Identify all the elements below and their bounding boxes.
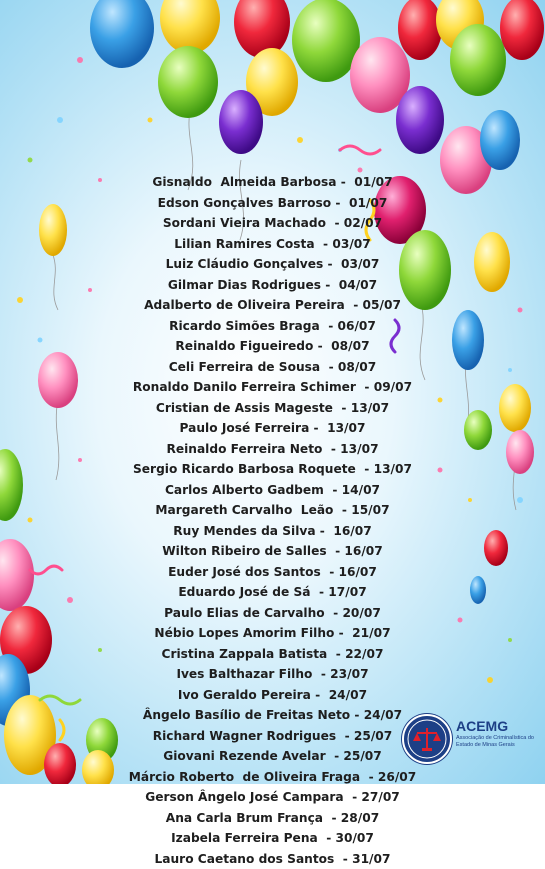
birthday-entry: Ana Carla Brum França - 28/07 (0, 808, 545, 829)
birthday-entry: Márcio Roberto de Oliveira Fraga - 26/07 (0, 767, 545, 788)
scales-of-justice-icon (402, 714, 452, 764)
birthday-entry: Ricardo Simões Braga - 06/07 (0, 316, 545, 337)
birthday-entry: Carlos Alberto Gadbem - 14/07 (0, 480, 545, 501)
birthday-entry: Ives Balthazar Filho - 23/07 (0, 664, 545, 685)
birthday-entry: Cristina Zappala Batista - 22/07 (0, 644, 545, 665)
birthday-entry: Gerson Ângelo José Campara - 27/07 (0, 787, 545, 808)
balloon-green (450, 24, 506, 96)
balloon-blue (90, 0, 154, 68)
birthday-entry: Reinaldo Figueiredo - 08/07 (0, 336, 545, 357)
balloon-purple (219, 90, 263, 154)
birthday-entry: Izabela Ferreira Pena - 30/07 (0, 828, 545, 849)
balloon-green (292, 0, 360, 82)
birthday-entry: Cristian de Assis Mageste - 13/07 (0, 398, 545, 419)
birthday-entry: Reinaldo Ferreira Neto - 13/07 (0, 439, 545, 460)
birthday-entry: Ronaldo Danilo Ferreira Schimer - 09/07 (0, 377, 545, 398)
birthday-entry: Nébio Lopes Amorim Filho - 21/07 (0, 623, 545, 644)
birthday-entry: Richard Wagner Rodrigues - 25/07 (0, 726, 545, 747)
birthday-entry: Giovani Rezende Avelar - 25/07 (0, 746, 545, 767)
birthday-entry: Edson Gonçalves Barroso - 01/07 (0, 193, 545, 214)
logo-brand: ACEMG (456, 718, 508, 734)
birthday-entry: Gisnaldo Almeida Barbosa - 01/07 (0, 172, 545, 193)
birthday-entry: Paulo José Ferreira - 13/07 (0, 418, 545, 439)
balloon-green (158, 46, 218, 118)
logo-tagline: Associação de Criminalística do Estado de Minas Gerais (456, 735, 544, 749)
balloon-red (500, 0, 544, 60)
birthday-entry: Sergio Ricardo Barbosa Roquete - 13/07 (0, 459, 545, 480)
birthday-entry: Eduardo José de Sá - 17/07 (0, 582, 545, 603)
balloon-purple (396, 86, 444, 154)
birthday-entry: Adalberto de Oliveira Pereira - 05/07 (0, 295, 545, 316)
birthday-entry: Lauro Caetano dos Santos - 31/07 (0, 849, 545, 869)
birthday-entry: Wilton Ribeiro de Salles - 16/07 (0, 541, 545, 562)
acemg-logo (402, 712, 542, 764)
birthday-entry: Ruy Mendes da Silva - 16/07 (0, 521, 545, 542)
birthday-entry: Celi Ferreira de Sousa - 08/07 (0, 357, 545, 378)
balloon-blue (480, 110, 520, 170)
birthday-entry: Luiz Cláudio Gonçalves - 03/07 (0, 254, 545, 275)
birthday-entry: Gilmar Dias Rodrigues - 04/07 (0, 275, 545, 296)
birthday-list (0, 172, 545, 869)
balloon-red (398, 0, 442, 60)
birthday-entry: Ivo Geraldo Pereira - 24/07 (0, 685, 545, 706)
birthday-entry: Ângelo Basílio de Freitas Neto - 24/07 (0, 705, 545, 726)
birthday-entry: Sordani Vieira Machado - 02/07 (0, 213, 545, 234)
birthday-entry: Lilian Ramires Costa - 03/07 (0, 234, 545, 255)
birthday-entry: Margareth Carvalho Leão - 15/07 (0, 500, 545, 521)
birthday-entry: Euder José dos Santos - 16/07 (0, 562, 545, 583)
birthday-entry: Paulo Elias de Carvalho - 20/07 (0, 603, 545, 624)
balloon-yellow (160, 0, 220, 54)
balloon-red (234, 0, 290, 58)
